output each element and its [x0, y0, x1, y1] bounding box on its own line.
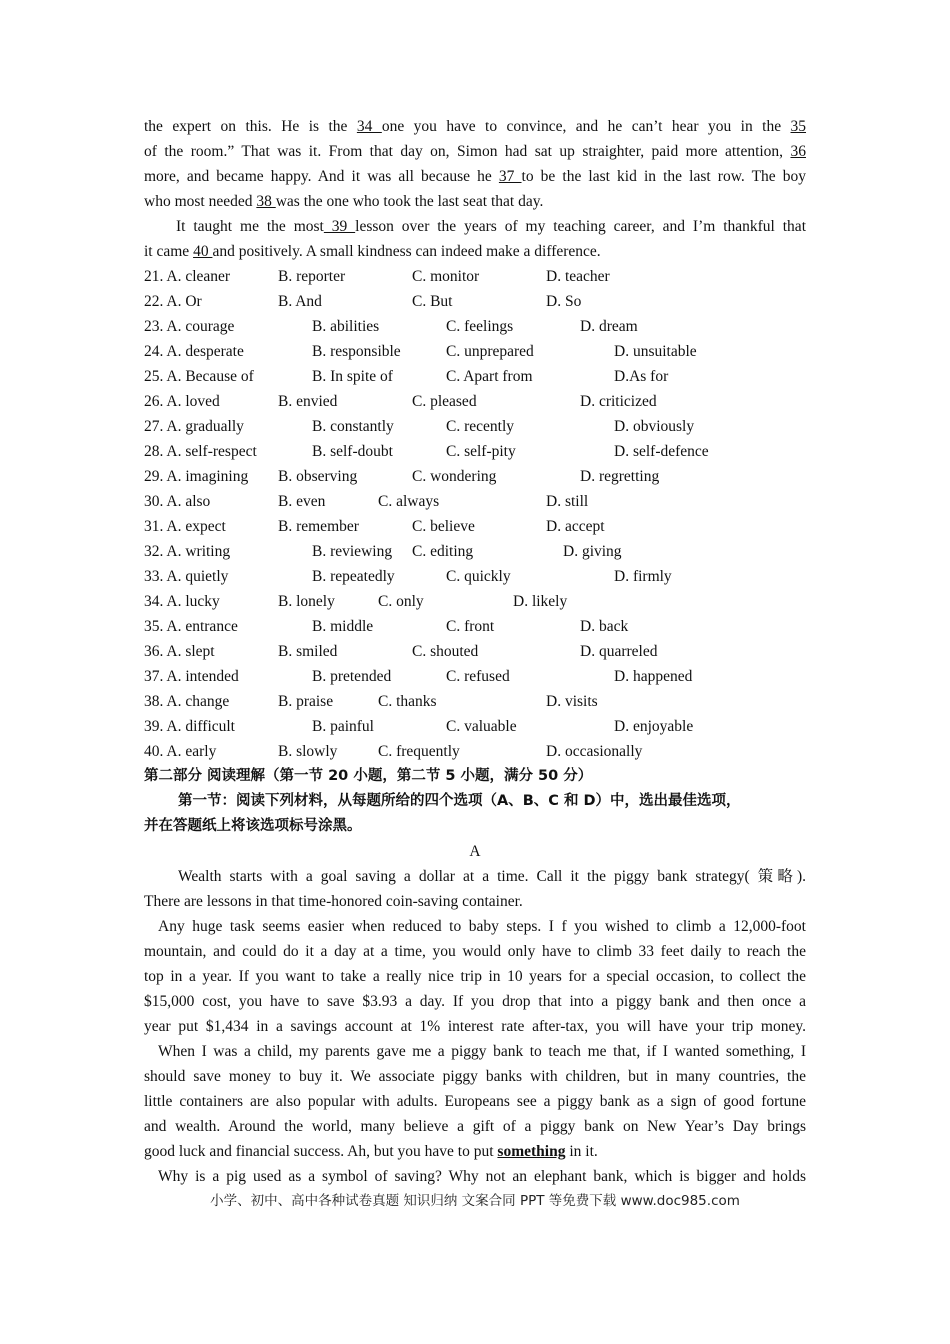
option-a: 39. A. difficult [144, 718, 235, 735]
option-c: C. But [412, 293, 453, 310]
option-b: B. pretended [312, 668, 392, 685]
question-row [144, 564, 806, 589]
passage-text: more, and became happy. And it was all because he [144, 168, 499, 185]
blank-35: 35 [790, 118, 807, 135]
passage-text: lesson over the years of my teaching career, and I’m thankful that [355, 218, 806, 235]
option-c: C. shouted [412, 643, 479, 660]
part2-instruction: 第一节：阅读下列材料，从每题所给的四个选项（A、B、C 和 D）中，选出最佳选项， [178, 793, 741, 809]
option-b: B. even [278, 493, 326, 510]
option-b: B. remember [278, 518, 359, 535]
exam-page [144, 114, 806, 1189]
option-c: C. only [378, 593, 424, 610]
option-a: 28. A. self-respect [144, 443, 257, 460]
option-d: D.As for [614, 368, 669, 385]
part2-heading: 第二部分 阅读理解（第一节 20 小题，第二节 5 小题，满分 50 分） [144, 768, 593, 784]
reading-line: There are lessons in that time-honored coin-saving container. [144, 893, 523, 910]
passage-line [144, 214, 806, 239]
passage-text: who most needed [144, 193, 257, 210]
reading-line: Why is a pig used as a symbol of saving? Why not an elephant bank, which is bigger and holds [158, 1168, 806, 1185]
option-b: B. middle [312, 618, 374, 635]
option-c: C. refused [446, 668, 510, 685]
question-row [144, 439, 806, 464]
part2-instruction-cont: 并在答题纸上将该选项标号涂黑。 [144, 818, 362, 834]
question-row [144, 539, 806, 564]
question-row [144, 589, 806, 614]
reading-line: and wealth. Around the world, many believe a gift of a piggy bank on New Year’s Day brings [144, 1118, 806, 1135]
reading-line: little containers are also popular with adults. Europeans see a piggy bank as a sign of good fortune [144, 1093, 806, 1110]
question-row [144, 714, 806, 739]
option-a: 29. A. imagining [144, 468, 249, 485]
blank-36: 36 [790, 143, 806, 160]
passage-text: of the room.” That was it. From that day on, Simon had sat up straighter, paid more attention, [144, 143, 791, 160]
blank-34: 34 [356, 118, 382, 135]
option-d: D. dream [580, 318, 638, 335]
option-d: D. regretting [580, 468, 660, 485]
option-d: D. unsuitable [614, 343, 697, 360]
option-c: C. unprepared [446, 343, 534, 360]
option-b: B. constantly [312, 418, 394, 435]
option-c: C. front [446, 618, 495, 635]
option-d: D. obviously [614, 418, 695, 435]
option-d: D. self-defence [614, 443, 709, 460]
option-a: 24. A. desperate [144, 343, 244, 360]
passage-line [144, 189, 806, 214]
question-row [144, 264, 806, 289]
option-d: D. back [580, 618, 629, 635]
reading-line: $15,000 cost, you have to save $3.93 a day. If you drop that into a piggy bank and then once a [144, 993, 806, 1010]
option-d: D. quarreled [580, 643, 658, 660]
option-d: D. accept [546, 518, 605, 535]
question-row [144, 639, 806, 664]
option-c: C. always [378, 493, 440, 510]
passage-line [144, 114, 806, 139]
option-a: 34. A. lucky [144, 593, 220, 610]
option-b: B. responsible [312, 343, 401, 360]
reading-line: Any huge task seems easier when reduced to baby steps. I f you wished to climb a 12,000-foot [158, 918, 806, 935]
option-b: B. abilities [312, 318, 380, 335]
reading-line: should save money to buy it. We associate piggy banks with children, but in many countries, the [144, 1068, 806, 1085]
option-a: 33. A. quietly [144, 568, 229, 585]
passage-text: and positively. A small kindness can indeed make a difference. [212, 243, 601, 260]
reading-line [144, 1139, 806, 1164]
option-d: D. happened [614, 668, 693, 685]
option-b: B. painful [312, 718, 374, 735]
option-c: C. wondering [412, 468, 497, 485]
question-row [144, 314, 806, 339]
option-c: C. self-pity [446, 443, 516, 460]
option-c: C. editing [412, 543, 474, 560]
option-a: 31. A. expect [144, 518, 226, 535]
question-row [144, 664, 806, 689]
reading-text: in it. [565, 1143, 598, 1160]
question-row [144, 389, 806, 414]
option-b: B. reviewing [312, 543, 393, 560]
option-b: B. smiled [278, 643, 338, 660]
passage-line [144, 239, 806, 264]
passage-text: it came [144, 243, 194, 260]
option-b: B. praise [278, 693, 334, 710]
section-label: A [469, 843, 481, 860]
option-a: 23. A. courage [144, 318, 235, 335]
option-c: C. valuable [446, 718, 517, 735]
option-b: B. And [278, 293, 322, 310]
option-b: B. lonely [278, 593, 335, 610]
option-b: B. In spite of [312, 368, 393, 385]
passage-text: It taught me the most [176, 218, 324, 235]
passage-text: was the one who took the last seat that day. [275, 193, 544, 210]
blank-37: 37 [498, 168, 522, 185]
option-a: 21. A. cleaner [144, 268, 231, 285]
passage-text: to be the last kid in the last row. The boy [521, 168, 807, 185]
option-d: D. firmly [614, 568, 672, 585]
option-b: B. reporter [278, 268, 346, 285]
option-a: 32. A. writing [144, 543, 231, 560]
question-row [144, 289, 806, 314]
option-b: B. envied [278, 393, 338, 410]
question-row [144, 414, 806, 439]
option-b: B. observing [278, 468, 358, 485]
reading-line: Wealth starts with a goal saving a dollar at a time. Call it the piggy bank strategy( 策略). [178, 868, 806, 885]
option-b: B. slowly [278, 743, 338, 760]
passage-text: the expert on this. He is the [144, 118, 357, 135]
option-d: D. visits [546, 693, 598, 710]
option-c: C. feelings [446, 318, 514, 335]
option-d: D. criticized [580, 393, 657, 410]
reading-line: mountain, and could do it a day at a time, you would only have to climb 33 feet daily to reach the [144, 943, 806, 960]
option-d: D. So [546, 293, 582, 310]
option-c: C. monitor [412, 268, 480, 285]
option-c: C. thanks [378, 693, 437, 710]
option-a: 25. A. Because of [144, 368, 254, 385]
reading-line: When I was a child, my parents gave me a piggy bank to teach me that, if I wanted something, I [158, 1043, 806, 1060]
option-d: D. enjoyable [614, 718, 694, 735]
option-a: 26. A. loved [144, 393, 220, 410]
question-row [144, 364, 806, 389]
option-b: B. self-doubt [312, 443, 393, 460]
reading-line: top in a year. If you want to take a really nice trip in 10 years for a special occasion, to collect the [144, 968, 806, 985]
option-c: C. believe [412, 518, 475, 535]
reading-text: good luck and financial success. Ah, but you have to put [144, 1143, 498, 1160]
question-row [144, 739, 806, 764]
option-a: 37. A. intended [144, 668, 239, 685]
question-row [144, 514, 806, 539]
option-a: 40. A. early [144, 743, 217, 760]
question-row [144, 689, 806, 714]
underlined-word: something [497, 1143, 566, 1160]
option-c: C. Apart from [446, 368, 533, 385]
blank-38: 38 [256, 193, 276, 210]
question-row [144, 489, 806, 514]
passage-line [144, 139, 806, 164]
option-c: C. pleased [412, 393, 477, 410]
option-c: C. frequently [378, 743, 460, 760]
option-d: D. still [546, 493, 589, 510]
option-d: D. occasionally [546, 743, 643, 760]
option-c: C. quickly [446, 568, 511, 585]
footer-ad-text: 小学、初中、高中各种试卷真题 知识归纳 文案合同 PPT 等免费下载 www.doc985.com [210, 1193, 740, 1209]
option-a: 22. A. Or [144, 293, 202, 310]
option-a: 36. A. slept [144, 643, 215, 660]
option-a: 35. A. entrance [144, 618, 238, 635]
option-a: 38. A. change [144, 693, 230, 710]
blank-40: 40 [193, 243, 213, 260]
option-d: D. teacher [546, 268, 610, 285]
question-row [144, 464, 806, 489]
question-row [144, 339, 806, 364]
question-row [144, 614, 806, 639]
option-d: D. giving [563, 543, 622, 560]
option-a: 27. A. gradually [144, 418, 244, 435]
reading-line: year put $1,434 in a savings account at 1% interest rate after-tax, you will have your trip money. [144, 1018, 806, 1035]
blank-39: 39 [323, 218, 356, 235]
option-d: D. likely [513, 593, 568, 610]
option-c: C. recently [446, 418, 515, 435]
option-b: B. repeatedly [312, 568, 395, 585]
option-a: 30. A. also [144, 493, 211, 510]
passage-line [144, 164, 806, 189]
passage-text: one you have to convince, and he can’t hear you in the [381, 118, 791, 135]
